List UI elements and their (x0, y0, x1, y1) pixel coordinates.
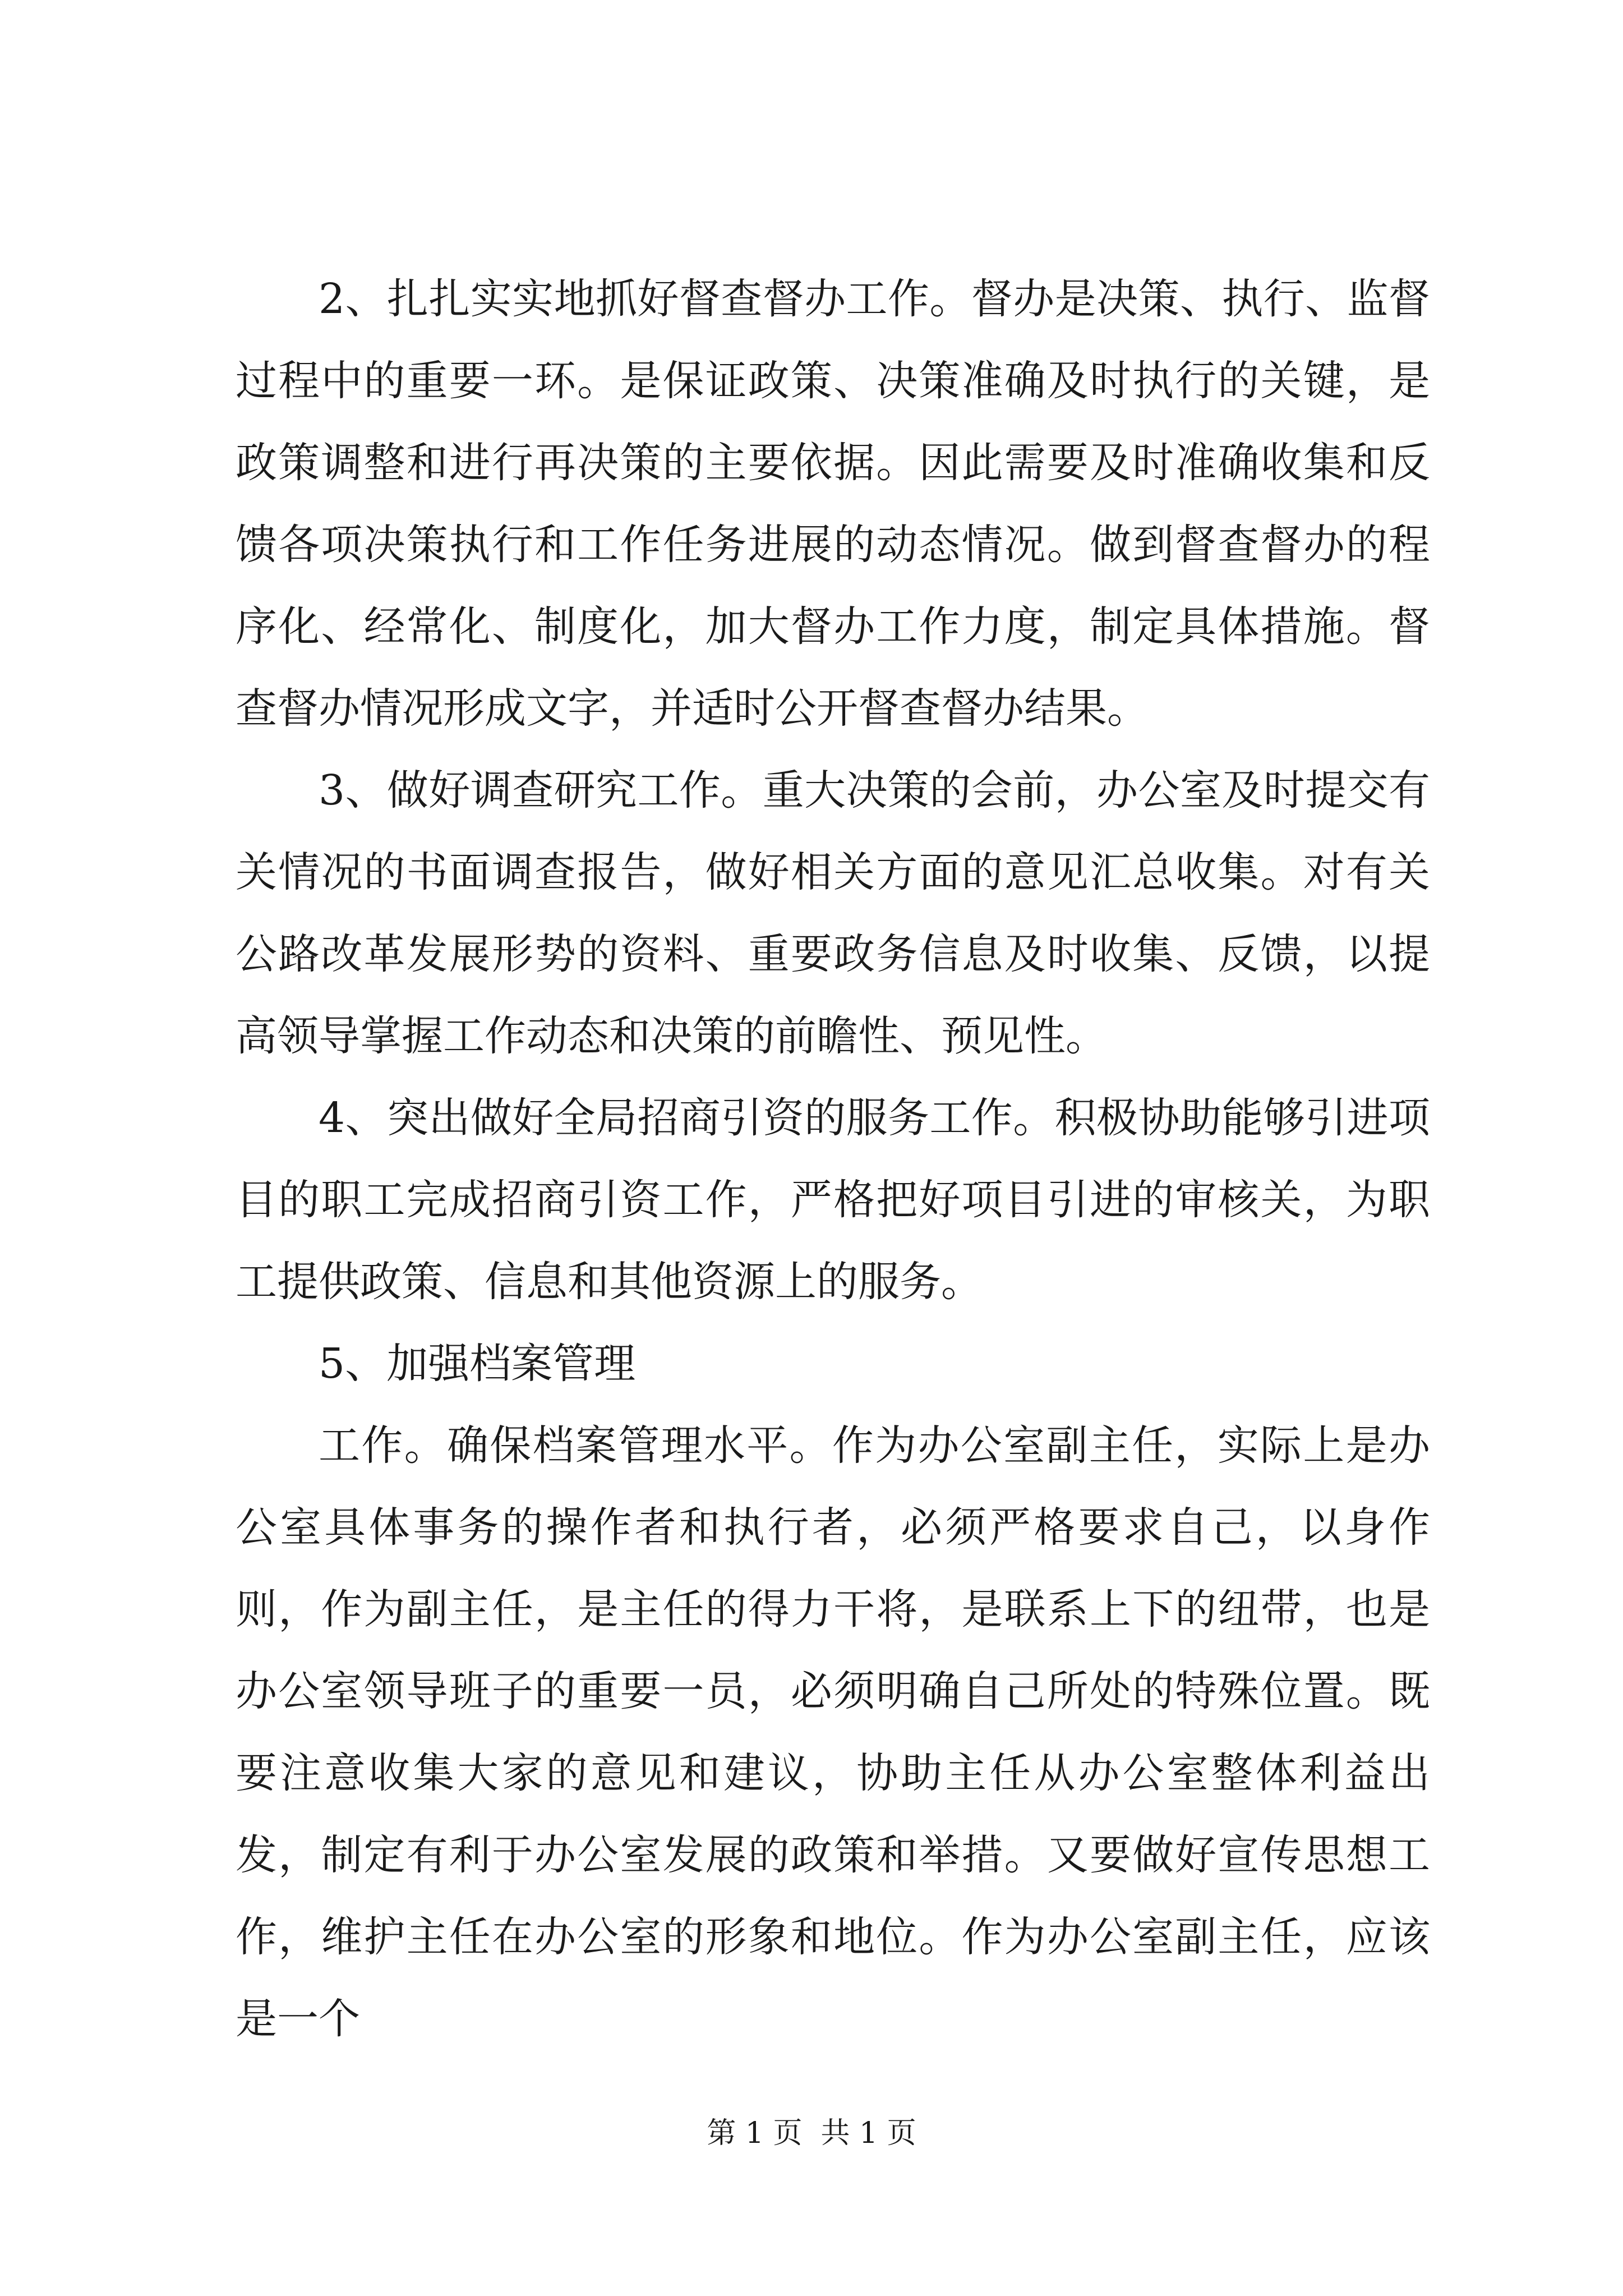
paragraph-archive-body: 工作。确保档案管理水平。作为办公室副主任，实际上是办公室具体事务的操作者和执行者，必须严格要求自己，以身作则，作为副主任，是主任的得力干将，是联系上下的纽带，也是办公室领导班子的重要一员，必须明确自己所处的特殊位置。既要注意收集大家的意见和建议，协助主任从办公室整体利益出发，制定有利于办公室发展的政策和举措。又要做好宣传思想工作，维护主任在办公室的形象和地位。作为办公室副主任，应该是一个 (236, 1421, 1430, 2043)
paragraph-supervision: 2、扎扎实实地抓好督查督办工作。督办是决策、执行、监督过程中的重要一环。是保证政策、决策准确及时执行的关键，是政策调整和进行再决策的主要依据。因此需要及时准确收集和反馈各项决策执行和工作任务进展的动态情况。做到督查督办的程序化、经常化、制度化，加大督办工作力度，制定具体措施。督查督办情况形成文字，并适时公开督查督办结果。 (236, 275, 1430, 733)
page-footer: 第 1 页 共 1 页 (707, 2116, 916, 2150)
paragraph-research: 3、做好调查研究工作。重大决策的会前，办公室及时提交有关情况的书面调查报告，做好相关方面的意见汇总收集。对有关公路改革发展形势的资料、重要政务信息及时收集、反馈，以提高领导掌握工作动态和决策的前瞻性、预见性。 (236, 766, 1430, 1060)
paragraph-investment: 4、突出做好全局招商引资的服务工作。积极协助能够引进项目的职工完成招商引资工作，严格把好项目引进的审核关，为职工提供政策、信息和其他资源上的服务。 (236, 1094, 1430, 1306)
document-body (236, 258, 1430, 2060)
paragraph-archive-heading: 5、加强档案管理 (319, 1340, 636, 1388)
